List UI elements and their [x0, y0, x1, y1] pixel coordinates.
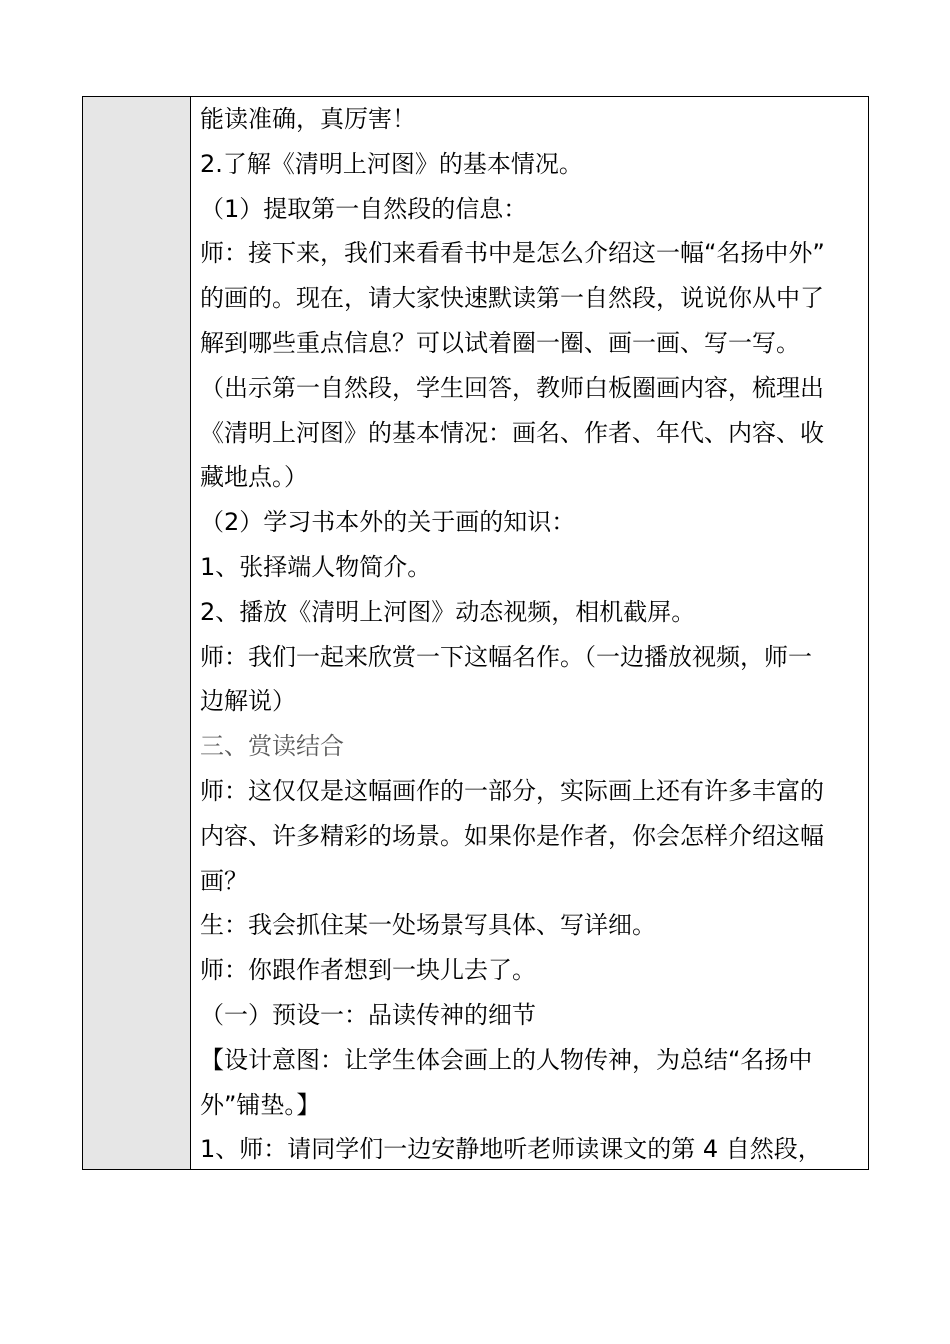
text-line: （出示第一自然段，学生回答，教师白板圈画内容，梳理出 — [200, 373, 824, 402]
text-line: 外”铺垫。】 — [200, 1090, 321, 1119]
text-line: 师：接下来，我们来看看书中是怎么介绍这一幅“名扬中外” — [200, 239, 825, 268]
text-line: 1、张择端人物简介。 — [200, 552, 432, 581]
text-line: 《清明上河图》的基本情况：画名、作者、年代、内容、收 — [200, 418, 824, 447]
text-line: 2、播放《清明上河图》动态视频，相机截屏。 — [200, 597, 696, 626]
section-heading: 三、赏读结合 — [200, 732, 344, 761]
table-content-cell — [191, 97, 868, 1169]
text-line: 师：我们一起来欣赏一下这幅名作。（一边播放视频，师一 — [200, 642, 812, 671]
text-line: 师：你跟作者想到一块儿去了。 — [200, 956, 536, 985]
text-line: 解到哪些重点信息？可以试着圈一圈、画一画、写一写。 — [200, 328, 800, 357]
text-line: 生：我会抓住某一处场景写具体、写详细。 — [200, 911, 656, 940]
text-line: 的画的。现在，请大家快速默读第一自然段，说说你从中了 — [200, 284, 824, 313]
text-line: （2）学习书本外的关于画的知识： — [200, 508, 576, 537]
text-line: 1、师：请同学们一边安静地听老师读课文的第 4 自然段， — [200, 1135, 822, 1164]
text-line: 边解说） — [200, 687, 296, 716]
text-line: 2.了解《清明上河图》的基本情况。 — [200, 149, 583, 178]
text-line: （1）提取第一自然段的信息： — [200, 194, 528, 223]
text-line: 画？ — [200, 866, 248, 895]
lesson-table — [82, 96, 869, 1170]
table-left-cell — [83, 97, 191, 1169]
text-line: 师：这仅仅是这幅画作的一部分，实际画上还有许多丰富的 — [200, 776, 824, 805]
text-line: 【设计意图：让学生体会画上的人物传神，为总结“名扬中 — [200, 1045, 813, 1074]
text-line: 藏地点。） — [200, 463, 308, 492]
text-line: 内容、许多精彩的场景。如果你是作者，你会怎样介绍这幅 — [200, 821, 824, 850]
text-line: （一）预设一：品读传神的细节 — [200, 1000, 536, 1029]
text-line: 能读准确，真厉害！ — [200, 105, 416, 133]
